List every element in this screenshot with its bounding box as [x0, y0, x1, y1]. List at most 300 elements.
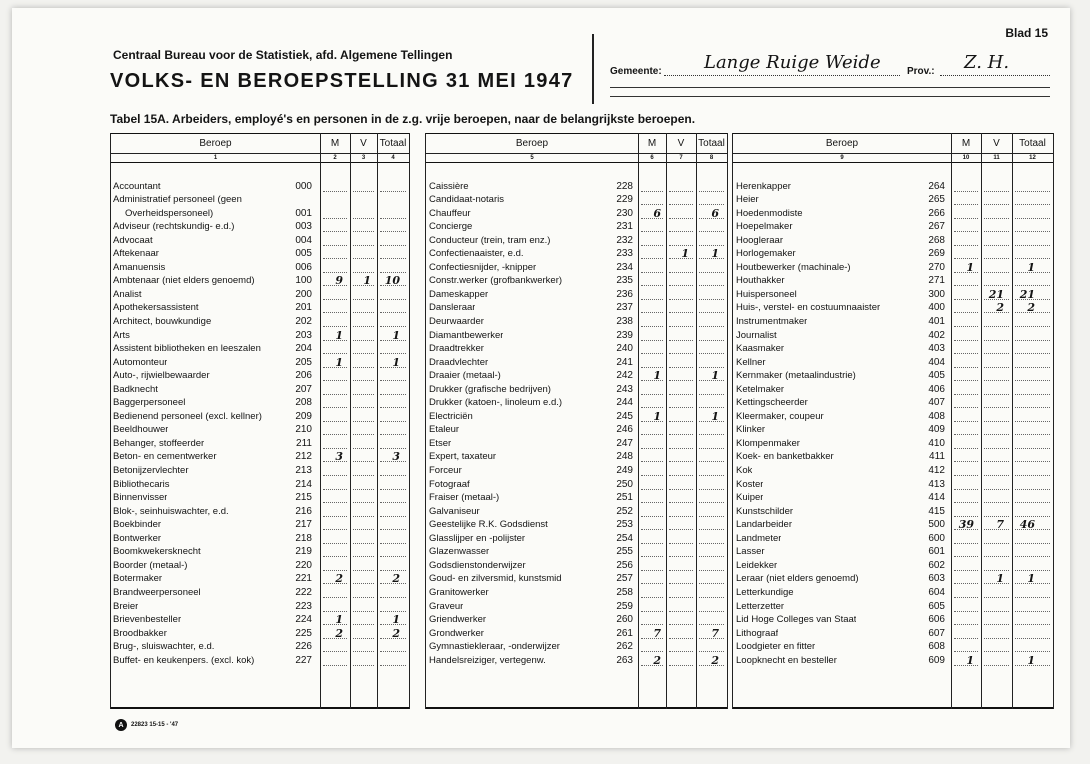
column-number: 11 — [993, 154, 1000, 161]
occupation-code: 250 — [609, 480, 633, 490]
table-row — [733, 639, 1053, 653]
gemeente-label: Gemeente: — [610, 66, 662, 77]
table-row — [733, 327, 1053, 341]
table-row — [733, 544, 1053, 558]
occupation-label: Bedienend personeel (excl. kellner) — [113, 411, 262, 422]
occupation-label: Expert, taxateur — [429, 452, 497, 463]
occupation-code: 218 — [288, 534, 312, 544]
table-row — [426, 313, 727, 327]
table-row — [733, 286, 1053, 300]
occupation-label: Candidaat-notaris — [429, 195, 504, 206]
table-rule — [733, 707, 1053, 709]
occupation-label: Brievenbesteller — [113, 615, 182, 626]
occupation-code: 265 — [921, 195, 945, 205]
column-number: 5 — [530, 154, 534, 161]
occupation-label: Griendwerker — [429, 615, 487, 626]
occupation-label: Dansleraar — [429, 303, 476, 314]
occupation-label: Graveur — [429, 601, 464, 612]
table-row — [426, 530, 727, 544]
occupation-code: 262 — [609, 642, 633, 652]
occupation-code: 402 — [921, 331, 945, 341]
table-row — [733, 232, 1053, 246]
occupation-code: 264 — [921, 182, 945, 192]
table-rule — [111, 707, 409, 709]
occupation-label: Glasslijper en -polijster — [429, 533, 526, 544]
column-header-m: M — [330, 137, 340, 149]
occupation-label: Fraiser (metaal-) — [429, 493, 500, 504]
occupation-label: Hoedenmodiste — [736, 208, 803, 219]
column-header-m: M — [961, 137, 971, 149]
occupation-code: 258 — [609, 588, 633, 598]
occupation-code: 220 — [288, 561, 312, 571]
occupation-code: 221 — [288, 574, 312, 584]
occupation-label: Landarbeider — [736, 520, 792, 531]
table-row — [426, 205, 727, 219]
table-row — [426, 422, 727, 436]
table-rows — [426, 178, 727, 666]
table-row — [733, 381, 1053, 395]
occupation-label: Huispersoneel — [736, 289, 797, 300]
occupation-code: 227 — [288, 656, 312, 666]
occupation-code: 411 — [921, 452, 945, 462]
table-row — [426, 178, 727, 192]
occupation-code: 204 — [288, 344, 312, 354]
table-row — [111, 313, 409, 327]
count-m: 39 — [958, 518, 974, 532]
table-row — [733, 449, 1053, 463]
occupation-label: Bibliothecaris — [113, 479, 170, 490]
occupation-code: 226 — [288, 642, 312, 652]
occupation-label: Boomkwekersknecht — [113, 547, 201, 558]
table-row — [733, 435, 1053, 449]
table-block-2 — [425, 133, 728, 709]
count-v: 21 — [988, 287, 1004, 301]
occupation-label: Arts — [113, 330, 130, 341]
table-row — [426, 327, 727, 341]
count-m: 2 — [335, 572, 343, 586]
column-number: 2 — [333, 154, 337, 161]
table-row — [733, 490, 1053, 504]
table-row — [733, 625, 1053, 639]
occupation-code: 207 — [288, 385, 312, 395]
count-totaal: 2 — [1027, 301, 1035, 315]
occupation-label: Glazenwasser — [429, 547, 490, 558]
table-row — [111, 517, 409, 531]
count-totaal: 21 — [1019, 287, 1035, 301]
occupation-code: 605 — [921, 602, 945, 612]
count-totaal: 2 — [392, 626, 400, 640]
count-m: 1 — [966, 653, 974, 667]
table-row — [426, 652, 727, 666]
table-row — [111, 259, 409, 273]
table-row — [426, 354, 727, 368]
table-row — [426, 517, 727, 531]
occupation-label: Brandweerpersoneel — [113, 587, 201, 598]
occupation-label: Kok — [736, 466, 753, 477]
occupation-code: 271 — [921, 276, 945, 286]
table-row — [111, 192, 409, 206]
table-row — [733, 192, 1053, 206]
table-row — [111, 530, 409, 544]
occupation-label: Analist — [113, 289, 142, 300]
occupation-code: 300 — [921, 290, 945, 300]
occupation-code: 256 — [609, 561, 633, 571]
table-row — [111, 300, 409, 314]
occupation-code: 268 — [921, 236, 945, 246]
count-m: 2 — [335, 626, 343, 640]
occupation-label: Administratief personeel (geen — [113, 195, 242, 206]
table-row — [733, 462, 1053, 476]
count-totaal: 1 — [1027, 653, 1035, 667]
occupation-code: 214 — [288, 480, 312, 490]
table-rule — [426, 707, 727, 709]
table-row — [111, 327, 409, 341]
occupation-label: Concierge — [429, 222, 473, 233]
occupation-label: Constr.werker (grofbankwerker) — [429, 276, 563, 287]
table-row — [426, 449, 727, 463]
count-totaal: 1 — [1027, 260, 1035, 274]
occupation-code: 257 — [609, 574, 633, 584]
occupation-code: 208 — [288, 398, 312, 408]
occupation-code: 228 — [609, 182, 633, 192]
table-row — [111, 178, 409, 192]
occupation-label: Loodgieter en fitter — [736, 642, 816, 653]
count-m: 6 — [653, 206, 661, 220]
table-row — [426, 259, 727, 273]
sheet-number: Blad 15 — [1005, 26, 1048, 40]
occupation-label: Landmeter — [736, 533, 782, 544]
entry-line — [353, 665, 374, 666]
count-totaal: 1 — [711, 247, 719, 261]
table-row — [111, 544, 409, 558]
count-totaal: 46 — [1019, 518, 1035, 532]
occupation-code: 203 — [288, 331, 312, 341]
province-label: Prov.: — [907, 66, 935, 77]
column-header-beroep: Beroep — [515, 137, 549, 149]
occupation-code: 003 — [288, 222, 312, 232]
occupation-code: 270 — [921, 263, 945, 273]
table-rule — [426, 133, 727, 134]
occupation-code: 001 — [288, 209, 312, 219]
occupation-code: 235 — [609, 276, 633, 286]
occupation-label: Klompenmaker — [736, 438, 800, 449]
table-row — [111, 462, 409, 476]
table-row — [426, 273, 727, 287]
occupation-label: Draaier (metaal-) — [429, 371, 501, 382]
occupation-label: Instrumentmaker — [736, 317, 808, 328]
occupation-label: Kellner — [736, 357, 766, 368]
table-row — [733, 178, 1053, 192]
count-totaal: 1 — [392, 613, 400, 627]
table-row — [111, 476, 409, 490]
count-m: 1 — [653, 369, 661, 383]
table-row — [733, 422, 1053, 436]
count-v: 7 — [996, 518, 1004, 532]
occupation-code: 000 — [288, 182, 312, 192]
table-row — [733, 273, 1053, 287]
occupation-label: Apothekersassistent — [113, 303, 199, 314]
occupation-code: 500 — [921, 520, 945, 530]
occupation-code: 414 — [921, 493, 945, 503]
table-row — [111, 246, 409, 260]
occupation-code: 243 — [609, 385, 633, 395]
occupation-code: 219 — [288, 547, 312, 557]
occupation-code: 260 — [609, 615, 633, 625]
occupation-label: Godsdienstonderwijzer — [429, 560, 526, 571]
table-rule — [733, 162, 1053, 163]
table-row — [426, 584, 727, 598]
occupation-label: Binnenvisser — [113, 493, 168, 504]
table-row — [733, 368, 1053, 382]
count-totaal: 3 — [392, 450, 400, 464]
table-row — [426, 286, 727, 300]
occupation-code: 249 — [609, 466, 633, 476]
table-row — [733, 584, 1053, 598]
occupation-label: Overheidspersoneel) — [125, 208, 214, 219]
occupation-code: 202 — [288, 317, 312, 327]
count-m: 9 — [335, 274, 343, 288]
table-row — [426, 462, 727, 476]
count-m: 1 — [966, 260, 974, 274]
occupation-label: Automonteur — [113, 357, 168, 368]
occupation-label: Fotograaf — [429, 479, 470, 490]
table-row — [733, 476, 1053, 490]
occupation-label: Kernmaker (metaalindustrie) — [736, 371, 856, 382]
print-code: 22823 15-15 - '47 — [131, 722, 179, 728]
column-header-totaal: Totaal — [379, 137, 407, 149]
occupation-code: 603 — [921, 574, 945, 584]
table-row — [426, 246, 727, 260]
count-totaal: 1 — [711, 409, 719, 423]
column-number: 8 — [709, 154, 714, 161]
table-row — [733, 408, 1053, 422]
occupation-code: 213 — [288, 466, 312, 476]
occupation-label: Houtbewerker (machinale-) — [736, 262, 851, 273]
occupation-code: 241 — [609, 358, 633, 368]
table-row — [111, 354, 409, 368]
header-rule — [610, 87, 1050, 88]
occupation-label: Ambtenaar (niet elders genoemd) — [113, 276, 255, 287]
gemeente-handwritten-value: Lange Ruige Weide — [704, 52, 881, 73]
table-row — [111, 341, 409, 355]
occupation-code: 253 — [609, 520, 633, 530]
table-row — [426, 544, 727, 558]
occupation-label: Ketelmaker — [736, 384, 785, 395]
occupation-label: Lid Hoge Colleges van Staat — [736, 615, 857, 626]
occupation-label: Accountant — [113, 181, 161, 192]
occupation-code: 233 — [609, 249, 633, 259]
table-row — [733, 612, 1053, 626]
occupation-label: Hoepelmaker — [736, 222, 793, 233]
province-line — [940, 75, 1050, 76]
occupation-label: Baggerpersoneel — [113, 398, 186, 409]
column-header-totaal: Totaal — [1019, 137, 1046, 149]
occupation-code: 409 — [921, 425, 945, 435]
table-row — [111, 571, 409, 585]
occupation-label: Blok-, seinhuiswachter, e.d. — [113, 506, 229, 517]
occupation-code: 205 — [288, 358, 312, 368]
occupation-code: 242 — [609, 371, 633, 381]
occupation-code: 406 — [921, 385, 945, 395]
occupation-code: 407 — [921, 398, 945, 408]
table-title: Tabel 15A. Arbeiders, employé's en personen in de z.g. vrije beroepen, naar de belangrijkste beroepen. — [110, 112, 696, 126]
count-v: 1 — [363, 274, 371, 288]
occupation-code: 267 — [921, 222, 945, 232]
table-block-3 — [732, 133, 1054, 709]
occupation-code: 232 — [609, 236, 633, 246]
count-totaal: 6 — [711, 206, 719, 220]
table-row — [426, 192, 727, 206]
occupation-label: Leidekker — [736, 560, 778, 571]
table-row — [111, 652, 409, 666]
occupation-label: Grondwerker — [429, 628, 484, 639]
occupation-label: Klinker — [736, 425, 766, 436]
table-row — [111, 422, 409, 436]
occupation-label: Brug-, sluiswachter, e.d. — [113, 642, 215, 653]
occupation-code: 266 — [921, 209, 945, 219]
table-row — [111, 584, 409, 598]
table-row — [426, 395, 727, 409]
occupation-code: 244 — [609, 398, 633, 408]
occupation-code: 206 — [288, 371, 312, 381]
occupation-label: Kleermaker, coupeur — [736, 411, 824, 422]
count-v: 1 — [996, 572, 1004, 586]
occupation-label: Caissière — [429, 181, 469, 192]
occupation-label: Lasser — [736, 547, 765, 558]
occupation-code: 404 — [921, 358, 945, 368]
count-m: 1 — [335, 328, 343, 342]
occupation-label: Broodbakker — [113, 628, 167, 639]
column-number: 1 — [213, 154, 218, 161]
occupation-label: Draadtrekker — [429, 344, 484, 355]
occupation-label: Koek- en banketbakker — [736, 452, 834, 463]
count-totaal: 1 — [711, 369, 719, 383]
occupation-code: 240 — [609, 344, 633, 354]
occupation-label: Kuiper — [736, 493, 764, 504]
occupation-label: Confectiesnijder, -knipper — [429, 262, 537, 273]
occupation-label: Kunstschilder — [736, 506, 794, 517]
occupation-label: Aftekenaar — [113, 249, 159, 260]
occupation-code: 100 — [288, 276, 312, 286]
occupation-label: Galvaniseur — [429, 506, 480, 517]
occupation-code: 237 — [609, 303, 633, 313]
table-row — [733, 313, 1053, 327]
table-row — [733, 395, 1053, 409]
table-row — [733, 341, 1053, 355]
table-row — [733, 354, 1053, 368]
printer-logo: A — [115, 719, 127, 731]
occupation-code: 231 — [609, 222, 633, 232]
count-totaal: 7 — [711, 626, 719, 640]
column-header-v: V — [993, 137, 1000, 149]
province-handwritten-value: Z. H. — [964, 52, 1010, 73]
table-row — [111, 612, 409, 626]
occupation-label: Assistent bibliotheken en leeszalen — [113, 344, 261, 355]
occupation-code: 223 — [288, 602, 312, 612]
occupation-code: 607 — [921, 629, 945, 639]
occupation-code: 254 — [609, 534, 633, 544]
table-row — [426, 598, 727, 612]
table-row — [111, 435, 409, 449]
occupation-code: 609 — [921, 656, 945, 666]
table-row — [111, 381, 409, 395]
table-row — [426, 232, 727, 246]
occupation-label: Boekbinder — [113, 520, 162, 531]
table-row — [733, 246, 1053, 260]
count-totaal: 10 — [384, 274, 400, 288]
table-block-1 — [110, 133, 410, 709]
occupation-label: Houthakker — [736, 276, 785, 287]
gemeente-line — [664, 75, 900, 76]
table-row — [733, 598, 1053, 612]
occupation-label: Drukker (grafische bedrijven) — [429, 384, 551, 395]
column-header-v: V — [677, 137, 685, 149]
count-m: 1 — [335, 613, 343, 627]
occupation-label: Leraar (niet elders genoemd) — [736, 574, 859, 585]
occupation-code: 210 — [288, 425, 312, 435]
count-totaal: 1 — [1027, 572, 1035, 586]
occupation-code: 222 — [288, 588, 312, 598]
occupation-code: 234 — [609, 263, 633, 273]
occupation-code: 229 — [609, 195, 633, 205]
occupation-code: 606 — [921, 615, 945, 625]
occupation-label: Goud- en zilversmid, kunstsmid — [429, 574, 562, 585]
occupation-label: Journalist — [736, 330, 777, 341]
table-rule — [111, 162, 409, 163]
occupation-code: 209 — [288, 412, 312, 422]
table-row — [733, 517, 1053, 531]
occupation-label: Lithograaf — [736, 628, 779, 639]
occupation-label: Boorder (metaal-) — [113, 560, 188, 571]
occupation-code: 215 — [288, 493, 312, 503]
occupation-code: 224 — [288, 615, 312, 625]
print-footer — [115, 719, 178, 731]
occupation-code: 216 — [288, 507, 312, 517]
table-row — [733, 530, 1053, 544]
table-row — [426, 625, 727, 639]
table-row — [426, 639, 727, 653]
occupation-label: Advocaat — [113, 235, 153, 246]
table-row — [426, 612, 727, 626]
entry-line — [323, 665, 347, 666]
occupation-label: Beton- en cementwerker — [113, 452, 217, 463]
occupation-code: 408 — [921, 412, 945, 422]
occupation-code: 225 — [288, 629, 312, 639]
table-rows — [111, 178, 409, 666]
occupation-code: 405 — [921, 371, 945, 381]
column-number: 3 — [361, 154, 366, 161]
count-m: 1 — [653, 409, 661, 423]
occupation-label: Breier — [113, 601, 139, 612]
occupation-label: Bontwerker — [113, 533, 162, 544]
table-row — [733, 300, 1053, 314]
occupation-code: 415 — [921, 507, 945, 517]
table-row — [426, 381, 727, 395]
occupation-code: 400 — [921, 303, 945, 313]
table-row — [426, 557, 727, 571]
table-row — [426, 300, 727, 314]
occupation-code: 410 — [921, 439, 945, 449]
occupation-code: 211 — [288, 439, 312, 449]
occupation-label: Deurwaarder — [429, 317, 484, 328]
column-number: 6 — [650, 154, 654, 161]
occupation-code: 413 — [921, 480, 945, 490]
occupation-label: Koster — [736, 479, 764, 490]
occupation-label: Horlogemaker — [736, 249, 796, 260]
occupation-label: Huis-, verstel- en costuumnaaister — [736, 303, 881, 314]
occupation-code: 246 — [609, 425, 633, 435]
column-number: 9 — [840, 154, 844, 161]
